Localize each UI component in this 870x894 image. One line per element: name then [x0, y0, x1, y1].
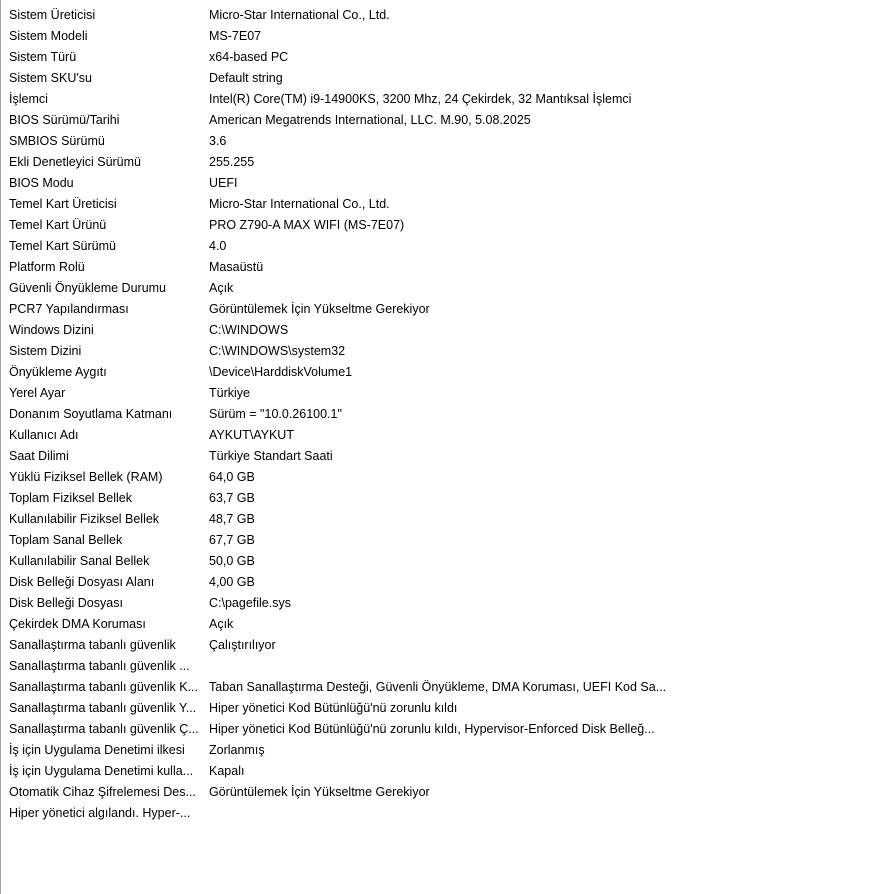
list-item[interactable]: [1, 551, 870, 572]
list-item[interactable]: [1, 152, 870, 173]
item-value: 3.6: [209, 134, 227, 148]
item-value: C:\WINDOWS: [209, 323, 289, 337]
item-name: Saat Dilimi: [9, 449, 69, 463]
item-value: Türkiye Standart Saati: [209, 449, 333, 463]
list-item[interactable]: [1, 572, 870, 593]
item-value: 67,7 GB: [209, 533, 255, 547]
list-item[interactable]: [1, 89, 870, 110]
item-name: Sanallaştırma tabanlı güvenlik ...: [9, 659, 190, 673]
item-value: C:\WINDOWS\system32: [209, 344, 346, 358]
item-name: Platform Rolü: [9, 260, 85, 274]
list-item[interactable]: [1, 299, 870, 320]
item-value: Masaüstü: [209, 260, 264, 274]
list-item[interactable]: [1, 5, 870, 26]
list-item[interactable]: [1, 614, 870, 635]
list-item[interactable]: [1, 719, 870, 740]
item-name: Kullanıcı Adı: [9, 428, 79, 442]
list-item[interactable]: [1, 320, 870, 341]
item-value: Çalıştırılıyor: [209, 638, 276, 652]
item-name: Ekli Denetleyici Sürümü: [9, 155, 141, 169]
item-value: 63,7 GB: [209, 491, 255, 505]
item-name: Kullanılabilir Sanal Bellek: [9, 554, 150, 568]
item-value: [201, 803, 863, 824]
list-item[interactable]: [1, 26, 870, 47]
list-item[interactable]: [1, 782, 870, 803]
item-value: American Megatrends International, LLC. M.90, 5.08.2025: [209, 113, 531, 127]
item-name: İş için Uygulama Denetimi kulla...: [9, 764, 194, 778]
item-value: x64-based PC: [209, 50, 289, 64]
list-item[interactable]: [1, 257, 870, 278]
list-item[interactable]: [1, 467, 870, 488]
item-name: Sistem Türü: [9, 50, 77, 64]
item-value: 64,0 GB: [209, 470, 255, 484]
list-item[interactable]: [1, 404, 870, 425]
item-value: 50,0 GB: [209, 554, 255, 568]
item-name: Toplam Fiziksel Bellek: [9, 491, 132, 505]
item-value: C:\pagefile.sys: [209, 596, 291, 610]
item-value: 4.0: [209, 239, 227, 253]
item-value: 255.255: [209, 155, 255, 169]
item-name: Disk Belleği Dosyası Alanı: [9, 575, 155, 589]
list-item[interactable]: [1, 698, 870, 719]
list-item[interactable]: [1, 47, 870, 68]
item-value: Taban Sanallaştırma Desteği, Güvenli Önyükleme, DMA Koruması, UEFI Kod Sa...: [209, 680, 667, 694]
list-item[interactable]: [1, 740, 870, 761]
item-value: 4,00 GB: [209, 575, 255, 589]
item-name: İşlemci: [9, 92, 48, 106]
list-item[interactable]: [1, 236, 870, 257]
item-value: Sürüm = "10.0.26100.1": [209, 407, 342, 421]
item-name: Önyükleme Aygıtı: [9, 365, 107, 379]
item-name: Çekirdek DMA Koruması: [9, 617, 146, 631]
item-name: Yerel Ayar: [9, 386, 66, 400]
item-name: Windows Dizini: [9, 323, 94, 337]
item-value: Default string: [209, 71, 283, 85]
list-item[interactable]: [1, 446, 870, 467]
item-name: Disk Belleği Dosyası: [9, 596, 123, 610]
item-value: 48,7 GB: [209, 512, 255, 526]
item-value: AYKUT\AYKUT: [209, 428, 294, 442]
item-name: Sanallaştırma tabanlı güvenlik: [9, 638, 176, 652]
item-name: PCR7 Yapılandırması: [9, 302, 129, 316]
item-value: Kapalı: [209, 764, 245, 778]
item-value: Görüntülemek İçin Yükseltme Gerekiyor: [209, 785, 430, 799]
item-name: Sistem Modeli: [9, 29, 88, 43]
item-name: Sanallaştırma tabanlı güvenlik Y...: [9, 701, 197, 715]
item-value: Intel(R) Core(TM) i9-14900KS, 3200 Mhz, 24 Çekirdek, 32 Mantıksal İşlemci: [209, 92, 632, 106]
list-item[interactable]: [1, 68, 870, 89]
item-name: Sistem SKU'su: [9, 71, 92, 85]
list-item[interactable]: [1, 635, 870, 656]
list-item[interactable]: [1, 425, 870, 446]
item-value: Açık: [209, 281, 234, 295]
list-item[interactable]: [1, 761, 870, 782]
item-name: Temel Kart Sürümü: [9, 239, 116, 253]
item-name: Kullanılabilir Fiziksel Bellek: [9, 512, 160, 526]
list-item[interactable]: [1, 362, 870, 383]
item-value: Micro-Star International Co., Ltd.: [209, 8, 390, 22]
item-name: Otomatik Cihaz Şifrelemesi Des...: [9, 785, 196, 799]
list-item[interactable]: [1, 131, 870, 152]
item-name: Donanım Soyutlama Katmanı: [9, 407, 173, 421]
item-name: BIOS Modu: [9, 176, 74, 190]
list-item[interactable]: [1, 215, 870, 236]
item-value: PRO Z790-A MAX WIFI (MS-7E07): [209, 218, 405, 232]
item-name: SMBIOS Sürümü: [9, 134, 105, 148]
item-name: İş için Uygulama Denetimi ilkesi: [9, 743, 185, 757]
item-name: Toplam Sanal Bellek: [9, 533, 123, 547]
list-item[interactable]: [1, 530, 870, 551]
item-value: Görüntülemek İçin Yükseltme Gerekiyor: [209, 302, 430, 316]
item-name: Sanallaştırma tabanlı güvenlik K...: [9, 680, 198, 694]
list-item[interactable]: [1, 677, 870, 698]
item-value: Açık: [209, 617, 234, 631]
item-value: Hiper yönetici Kod Bütünlüğü'nü zorunlu kıldı, Hypervisor-Enforced Disk Belleğ...: [209, 722, 655, 736]
item-value: Hiper yönetici Kod Bütünlüğü'nü zorunlu kıldı: [209, 701, 458, 715]
item-value: UEFI: [209, 176, 238, 190]
system-summary-list: [1, 5, 870, 824]
item-name: Temel Kart Üreticisi: [9, 197, 117, 211]
item-name: Güvenli Önyükleme Durumu: [9, 281, 167, 295]
item-value: Micro-Star International Co., Ltd.: [209, 197, 390, 211]
list-item[interactable]: [1, 656, 870, 677]
list-item[interactable]: [1, 803, 870, 824]
list-item[interactable]: [1, 194, 870, 215]
list-item[interactable]: [1, 110, 870, 131]
list-item[interactable]: [1, 593, 870, 614]
list-item[interactable]: [1, 509, 870, 530]
item-name: BIOS Sürümü/Tarihi: [9, 113, 120, 127]
item-value: \Device\HarddiskVolume1: [209, 365, 353, 379]
item-name: Sistem Üreticisi: [9, 8, 96, 22]
item-name: Sistem Dizini: [9, 344, 82, 358]
item-name: Hiper yönetici algılandı. Hyper-...: [9, 806, 191, 820]
item-value: MS-7E07: [209, 29, 262, 43]
list-item[interactable]: [1, 173, 870, 194]
list-item[interactable]: [1, 383, 870, 404]
item-name: Yüklü Fiziksel Bellek (RAM): [9, 470, 163, 484]
list-item[interactable]: [1, 341, 870, 362]
list-item[interactable]: [1, 278, 870, 299]
list-item[interactable]: [1, 488, 870, 509]
item-value: Zorlanmış: [209, 743, 265, 757]
item-name: Temel Kart Ürünü: [9, 218, 107, 232]
item-name: Sanallaştırma tabanlı güvenlik Ç...: [9, 722, 199, 736]
item-value: Türkiye: [209, 386, 250, 400]
item-value: [201, 656, 863, 677]
